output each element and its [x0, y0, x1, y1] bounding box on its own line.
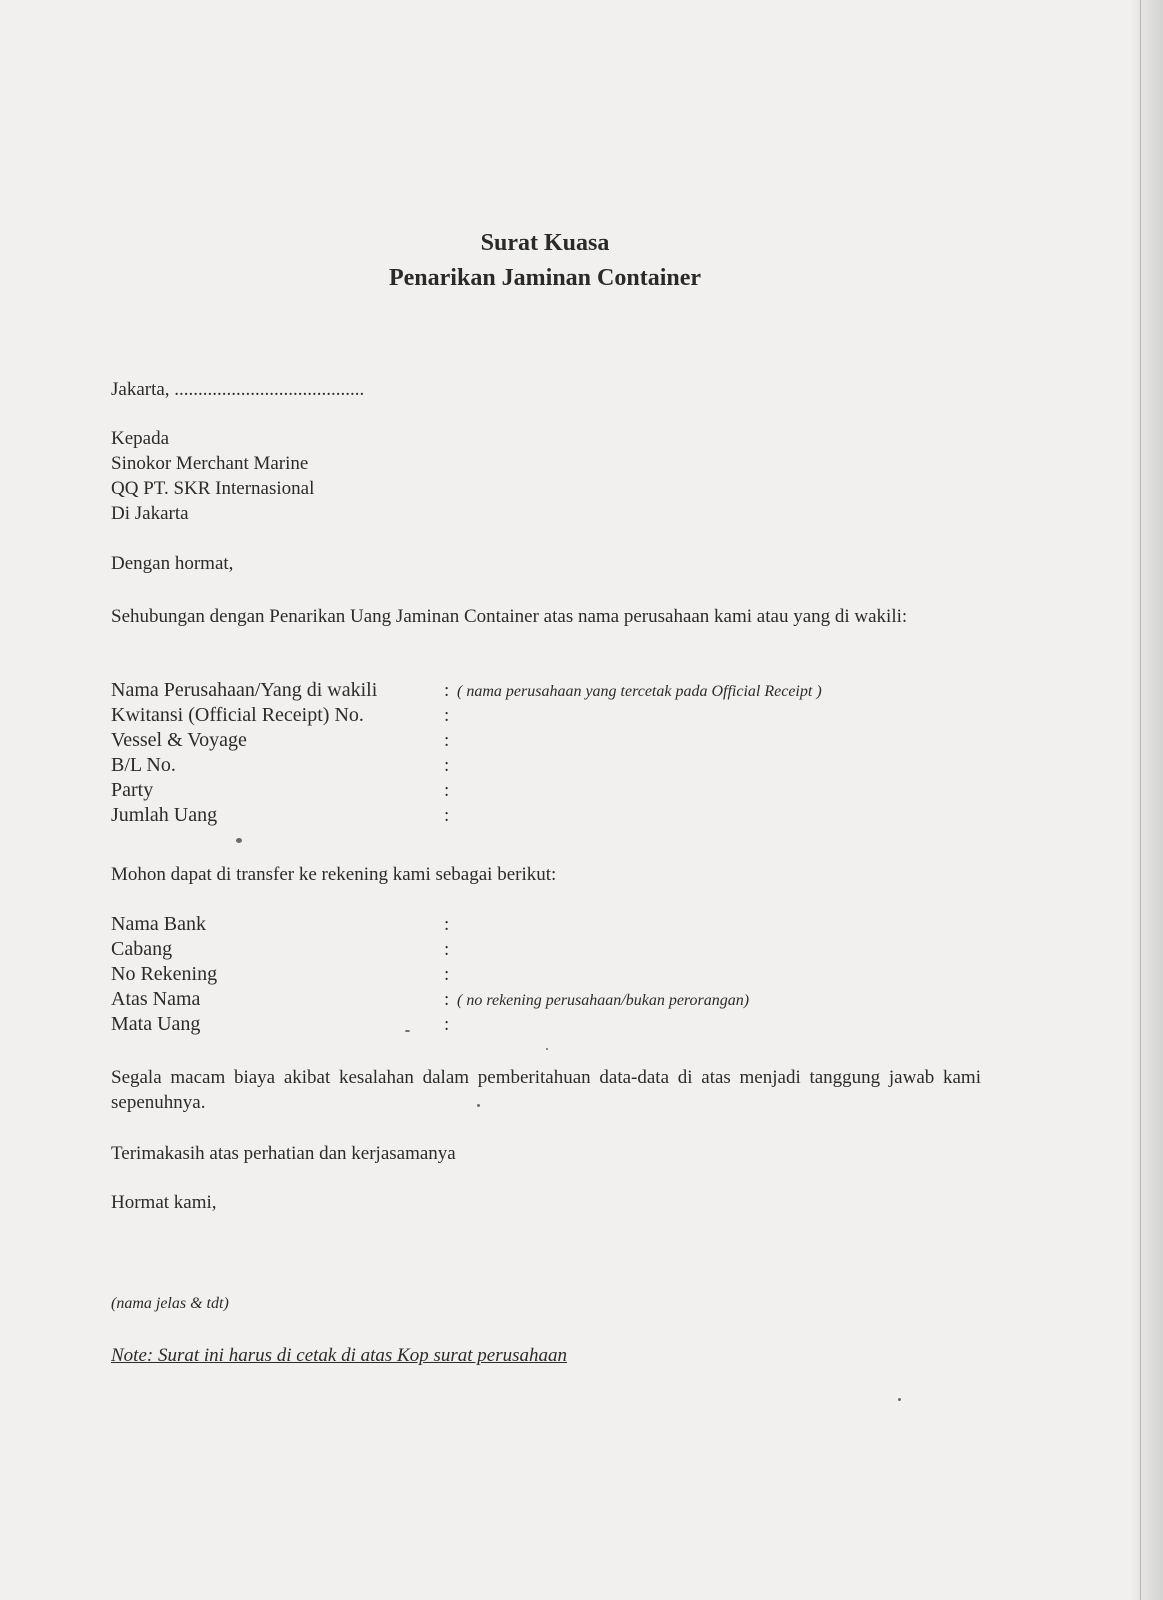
- field-colon: :: [444, 805, 450, 826]
- field-label-company-name: Nama Perusahaan/Yang di wakili: [111, 679, 378, 701]
- signature-hint: (nama jelas & tdt): [111, 1295, 229, 1312]
- field-colon: :: [444, 780, 450, 801]
- field-label-account-no: No Rekening: [111, 963, 218, 985]
- recipient-line-to: Kepada: [111, 428, 170, 449]
- field-colon: :: [444, 939, 450, 960]
- field-label-account-name: Atas Nama: [111, 988, 201, 1010]
- page-edge-shadow: [1129, 0, 1163, 1600]
- footer-note: Note: Surat ini harus di cetak di atas Kop surat perusahaan: [111, 1345, 567, 1366]
- greeting: Dengan hormat,: [111, 553, 234, 574]
- field-label-branch: Cabang: [111, 938, 173, 960]
- recipient-line-city: Di Jakarta: [111, 503, 189, 524]
- recipient-line-qq: QQ PT. SKR Internasional: [111, 478, 315, 499]
- field-colon: :: [444, 914, 450, 935]
- field-label-bank-name: Nama Bank: [111, 913, 206, 935]
- field-colon: :: [444, 680, 450, 701]
- field-label-party: Party: [111, 779, 154, 801]
- document-subtitle: Penarikan Jaminan Container: [388, 265, 702, 291]
- field-colon: :: [444, 989, 450, 1010]
- scan-speck: [898, 1398, 901, 1401]
- page-edge-line: [1140, 0, 1141, 1600]
- field-colon: :: [444, 755, 450, 776]
- closing-line: Hormat kami,: [111, 1192, 217, 1213]
- field-colon: :: [444, 730, 450, 751]
- intro-paragraph: Sehubungan dengan Penarikan Uang Jaminan Container atas nama perusahaan kami atau yang di wakili:: [111, 606, 908, 627]
- document-title: Surat Kuasa: [480, 230, 610, 256]
- field-label-receipt-no: Kwitansi (Official Receipt) No.: [111, 704, 364, 726]
- field-colon: :: [444, 1014, 450, 1035]
- field-note-company-name: ( nama perusahaan yang tercetak pada Official Receipt ): [457, 683, 822, 700]
- field-label-bl-no: B/L No.: [111, 754, 176, 776]
- recipient-line-company: Sinokor Merchant Marine: [111, 453, 309, 474]
- field-note-account-name: ( no rekening perusahaan/bukan perorangan): [457, 992, 750, 1009]
- scan-speck: [405, 1030, 410, 1032]
- field-label-vessel-voyage: Vessel & Voyage: [111, 729, 247, 751]
- scan-speck: [236, 838, 242, 843]
- field-colon: :: [444, 964, 450, 985]
- scan-speck: [546, 1048, 548, 1050]
- field-label-amount: Jumlah Uang: [111, 804, 218, 826]
- field-colon: :: [444, 705, 450, 726]
- liability-paragraph: Segala macam biaya akibat kesalahan dalam pemberitahuan data-data di atas menjadi tanggung jawab kami sepenuhnya.: [111, 1067, 981, 1113]
- field-label-currency: Mata Uang: [111, 1013, 201, 1035]
- place-date-line: Jakarta, ........................................: [111, 379, 365, 400]
- transfer-request: Mohon dapat di transfer ke rekening kami sebagai berikut:: [111, 864, 557, 885]
- thanks-line: Terimakasih atas perhatian dan kerjasamanya: [111, 1143, 456, 1164]
- scan-speck: [477, 1104, 480, 1107]
